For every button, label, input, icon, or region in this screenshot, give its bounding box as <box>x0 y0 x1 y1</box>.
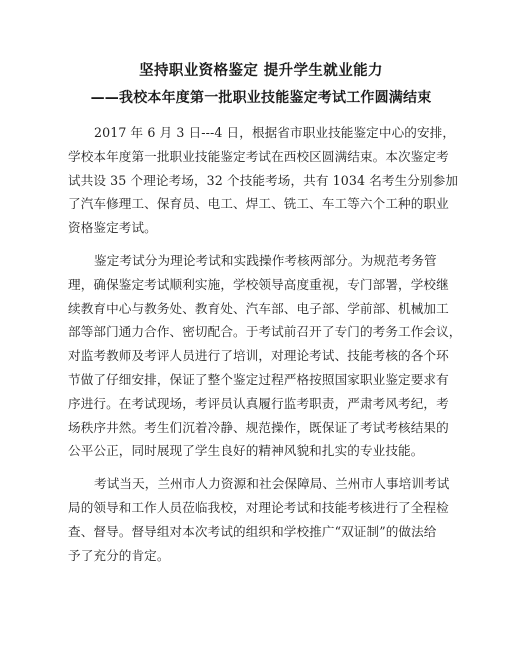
paragraph-line: 理，确保鉴定考试顺利实施，学校领导高度重视，专门部署，学校继 <box>68 276 449 292</box>
document-title: 坚持职业资格鉴定 提升学生就业能力 <box>139 63 383 79</box>
paragraph-line: 资格鉴定考试。 <box>68 220 157 236</box>
paragraph-line: 场秩序井然。考生们沉着冷静、规范操作，既保证了考试考核结果的 <box>68 419 449 435</box>
paragraph-line: 部等部门通力合作、密切配合。于考试前召开了专门的考务工作会议， <box>68 324 462 340</box>
paragraph-line: 局的领导和工作人员莅临我校，对理论考试和技能考核进行了全程检 <box>68 499 449 515</box>
paragraph-line: 予了充分的肯定。 <box>68 547 170 563</box>
paragraph-line: 学校本年度第一批职业技能鉴定考试在西校区圆满结束。本次鉴定考 <box>68 148 449 164</box>
document-subtitle: ——我校本年度第一批职业技能鉴定考试工作圆满结束 <box>90 90 432 106</box>
paragraph-line: 考试当天，兰州市人力资源和社会保障局、兰州市人事培训考试 <box>94 476 450 492</box>
paragraph-line: 对监考教师及考评人员进行了培训，对理论考试、技能考核的各个环 <box>68 348 449 364</box>
paragraph-line: 了汽车修理工、保育员、电工、焊工、铣工、车工等六个工种的职业 <box>68 196 449 212</box>
paragraph-line: 鉴定考试分为理论考试和实践操作考核两部分。为规范考务管 <box>94 252 437 268</box>
paragraph-2 <box>68 249 462 463</box>
paragraph-3 <box>68 472 454 567</box>
paragraph-1 <box>68 121 459 240</box>
paragraph-line: 查、督导。督导组对本次考试的组织和学校推广“双证制”的做法给 <box>68 523 437 539</box>
paragraph-line: 试共设 35 个理论考场，32 个技能考场，共有 1034 名考生分别参加 <box>68 172 459 188</box>
paragraph-line: 2017 年 6 月 3 日---4 日，根据省市职业技能鉴定中心的安排， <box>94 125 456 140</box>
paragraph-line: 序进行。在考试现场，考评员认真履行监考职责，严肃考风考纪，考 <box>68 395 449 411</box>
paragraph-line: 公平公正，同时展现了学生良好的精神风貌和扎实的专业技能。 <box>68 443 424 459</box>
paragraph-line: 节做了仔细安排，保证了整个鉴定过程严格按照国家职业鉴定要求有 <box>68 371 449 387</box>
paragraph-line: 续教育中心与教务处、教育处、汽车部、电子部、学前部、机械加工 <box>68 300 449 316</box>
